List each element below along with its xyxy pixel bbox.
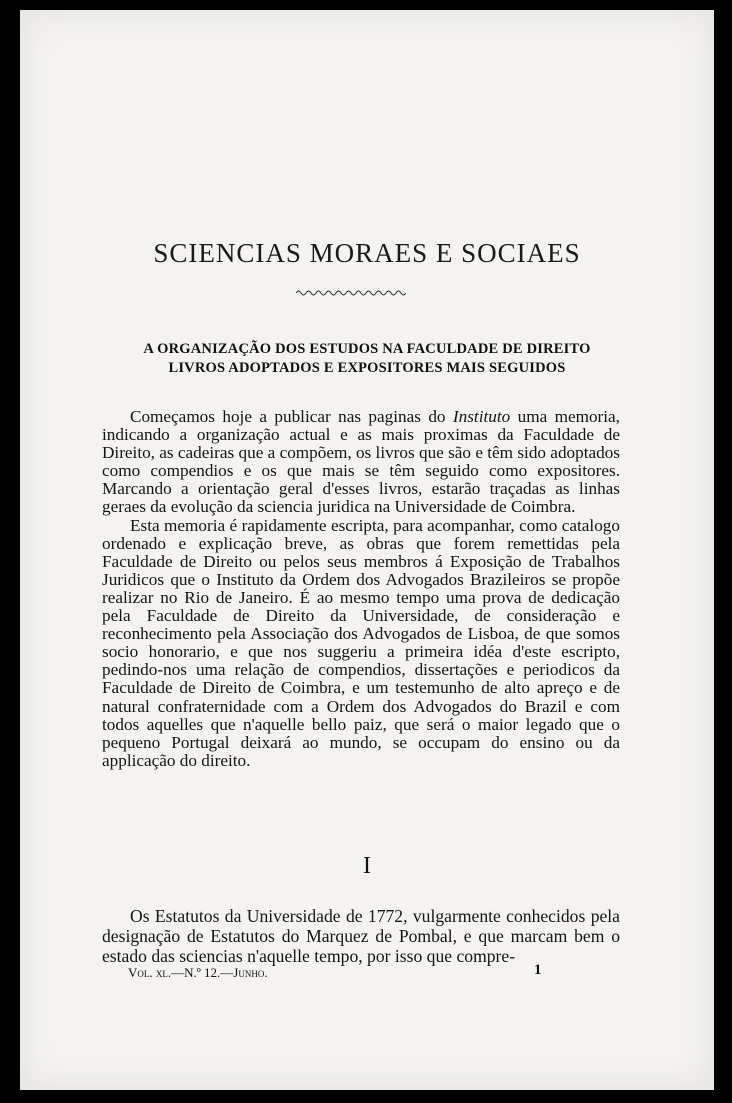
- article-title-line-1: A ORGANIZAÇÃO DOS ESTUDOS NA FACULDADE DE DIREITO: [143, 341, 591, 357]
- wavy-rule-ornament: [296, 288, 406, 298]
- paragraph-3: Os Estatutos da Universidade de 1772, vulgarmente conhecidos pela designação de Estatutos do Marquez de Pombal, e que marcam bem o estado das sciencias n'aquelle tempo, por isso que compre-: [102, 906, 620, 966]
- article-title: [20, 340, 714, 378]
- page-signature: 1: [534, 962, 542, 978]
- paragraph-1-end: uma memoria, indicando a organização actual e as mais proximas da Faculdade de Direito, as cadeiras que a compõem, os livros que são e têm sido adoptados como compendios e os que mais se têm seguido como expositores. Marcando a orientação geral d'esses livros, estarão traçadas as linhas geraes da evolução da sciencia juridica na Universidade de Coimbra.: [102, 407, 620, 517]
- chapter-numeral: I: [363, 853, 371, 879]
- intro-text: [102, 408, 620, 770]
- chapter-text: [102, 906, 620, 966]
- paragraph-2: Esta memoria é rapidamente escripta, para acompanhar, como catalogo ordenado e explicação breve, as obras que forem remettidas pela Faculdade de Direito ou pelos seus membros á Exposição de Trabalhos Juridicos que o Instituto da Ordem dos Advogados Brazileiros se propõe realizar no Rio de Janeiro. É ao mesmo tempo uma prova de dedicação pela Faculdade de Direito da Universidade, de consideração e reconhecimento pela Associação dos Advogados de Lisboa, de que somos socio honorario, e que nos suggeriu a primeira idéa d'este escripto, pedindo-nos uma relação de compendios, dissertações e periodicos da Faculdade de Direito de Coimbra, e um testemunho de alto apreço e de natural confraternidade com a Ordem dos Advogados do Brazil e com todos aquelles que n'aquelle bello paiz, que será o maior legado que o pequeno Portugal deixará ao mundo, se occupam do ensino ou da applicação do direito.: [102, 515, 620, 770]
- paragraph-1-italic: Instituto: [452, 407, 511, 426]
- volume-footer: Vol. xl.—N.º 12.—Junho.: [128, 965, 268, 980]
- section-title: SCIENCIAS MORAES E SOCIAES: [153, 238, 581, 268]
- paragraph-1-start: Começamos hoje a publicar nas paginas do: [130, 407, 453, 426]
- article-title-line-2: LIVROS ADOPTADOS E EXPOSITORES MAIS SEGUIDOS: [168, 360, 566, 376]
- book-page: [20, 10, 714, 1090]
- paragraph-1: [102, 408, 620, 517]
